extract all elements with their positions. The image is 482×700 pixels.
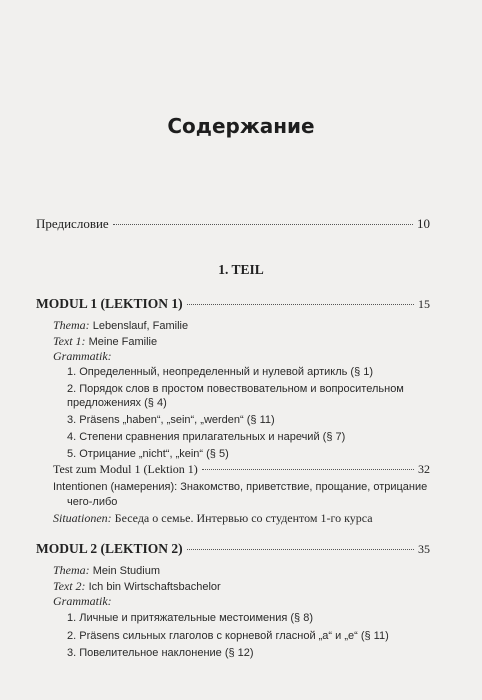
grammar-item: 1. Личные и притяжательные местоимения (§ 8) <box>67 612 313 624</box>
toc-entry-modul-1[interactable] <box>36 296 430 312</box>
grammar-item: 4. Степени сравнения прилагательных и наречий (§ 7) <box>67 431 346 443</box>
toc-page-number: 10 <box>417 216 430 231</box>
intentionen-line: Intentionen (намерения): Знакомство, приветствие, прощание, отрицание <box>53 481 428 493</box>
dot-leader <box>187 549 414 550</box>
toc-page-number: 32 <box>418 462 430 476</box>
text-label: Text 1: <box>53 334 86 348</box>
toc-entry-label: MODUL 1 (LEKTION 1) <box>36 296 183 311</box>
toc-entry-modul-2[interactable] <box>36 541 430 557</box>
part-heading: 1. TEIL <box>218 262 264 277</box>
grammar-item: 3. Повелительное наклонение (§ 12) <box>67 647 254 659</box>
situationen-label: Situationen: <box>53 511 112 525</box>
toc-entry-label: MODUL 2 (LEKTION 2) <box>36 541 183 556</box>
intentionen-line-continued: чего-либо <box>67 496 118 508</box>
thema-line <box>53 318 188 334</box>
grammar-item-continued: предложениях (§ 4) <box>67 397 167 409</box>
toc-page-number: 35 <box>418 542 430 556</box>
thema-label: Thema: <box>53 318 90 332</box>
dot-leader <box>202 469 414 470</box>
thema-value: Lebenslauf, Familie <box>92 320 189 332</box>
grammatik-label: Grammatik: <box>53 594 112 608</box>
dot-leader <box>113 224 413 225</box>
dot-leader <box>187 304 414 305</box>
grammatik-line <box>53 594 112 610</box>
thema-line <box>53 563 160 579</box>
toc-entry-test-modul-1[interactable] <box>53 462 430 477</box>
page-title: Содержание <box>167 114 315 138</box>
text-label: Text 2: <box>53 579 86 593</box>
text-value: Meine Familie <box>88 336 158 348</box>
text-line <box>53 579 221 595</box>
situationen-value: Беседа о семье. Интервью со студентом 1-го курса <box>114 511 373 525</box>
grammar-item: 1. Определенный, неопределенный и нулевой артикль (§ 1) <box>67 366 374 378</box>
toc-entry-label: Предисловие <box>36 216 109 231</box>
toc-page-number: 15 <box>418 297 430 311</box>
thema-label: Thema: <box>53 563 90 577</box>
situationen-line <box>53 511 373 526</box>
grammar-item: 2. Порядок слов в простом повествовательном и вопросительном <box>67 383 404 395</box>
text-line <box>53 334 157 350</box>
grammar-item: 3. Präsens „haben“, „sein“, „werden“ (§ 11) <box>67 414 275 426</box>
grammatik-line <box>53 349 112 365</box>
grammar-item: 5. Отрицание „nicht“, „kein“ (§ 5) <box>67 448 229 460</box>
thema-value: Mein Studium <box>92 565 160 577</box>
toc-entry-label: Test zum Modul 1 (Lektion 1) <box>53 462 198 476</box>
toc-entry-preface[interactable] <box>36 216 430 232</box>
grammar-item: 2. Präsens сильных глаголов с корневой гласной „a“ и „e“ (§ 11) <box>67 630 389 642</box>
text-value: Ich bin Wirtschaftsbachelor <box>88 581 221 593</box>
grammatik-label: Grammatik: <box>53 349 112 363</box>
